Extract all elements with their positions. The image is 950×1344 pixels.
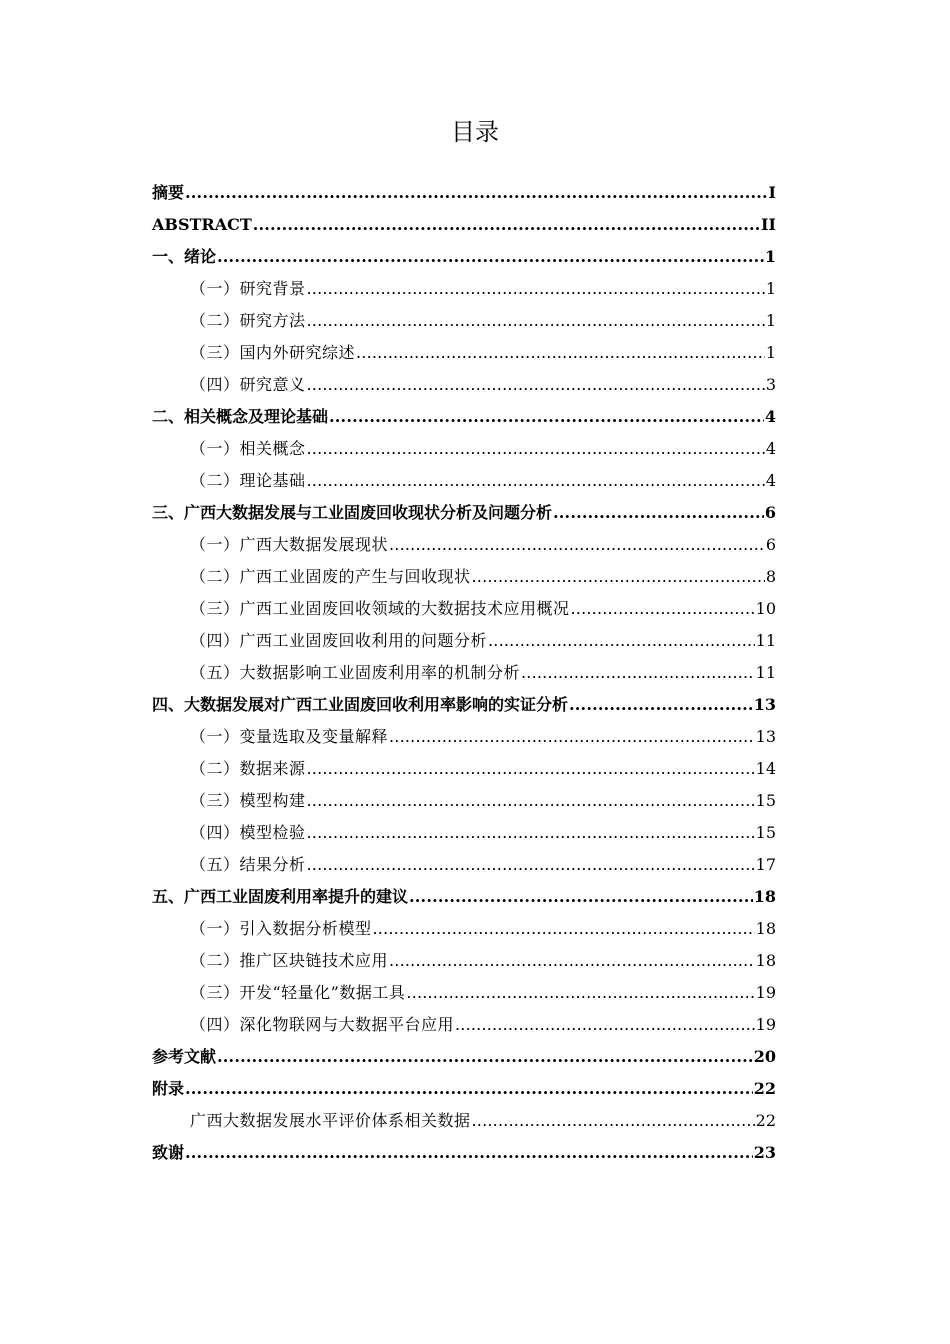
toc-entry[interactable] [152,785,776,817]
dot-leader [329,401,764,433]
dot-leader [217,241,764,273]
toc-entry-page: 1 [765,311,776,330]
toc-entry-label: （三）开发“轻量化”数据工具 [190,983,406,1002]
toc-entry-page: 6 [765,535,776,554]
dot-leader [373,913,755,945]
dot-leader [307,305,765,337]
toc-entry[interactable] [152,849,776,881]
toc-entry[interactable] [152,401,776,433]
toc-entry[interactable] [152,721,776,753]
dot-leader [307,785,755,817]
dot-leader [307,433,765,465]
dot-leader [356,337,765,369]
toc-entry[interactable] [152,337,776,369]
toc-entry[interactable] [152,625,776,657]
toc-entry[interactable] [152,561,776,593]
toc-entry-label: （四）模型检验 [190,823,306,842]
toc-entry-page: 11 [755,631,776,650]
dot-leader [521,657,755,689]
dot-leader [307,273,765,305]
toc-entry[interactable] [152,1009,776,1041]
toc-entry[interactable] [152,945,776,977]
toc-entry-page: 8 [765,567,776,586]
toc-entry-page: 18 [753,887,776,906]
toc-entry[interactable] [152,689,776,721]
toc-entry[interactable] [152,1105,776,1137]
toc-entry[interactable] [152,913,776,945]
toc-entry-page: 17 [755,855,776,874]
toc-entry-label: （一）引入数据分析模型 [190,919,372,938]
toc-entry-label: 致谢 [152,1143,185,1162]
toc-entry-label: （一）变量选取及变量解释 [190,727,389,746]
toc-entry[interactable] [152,433,776,465]
toc-entry-page: I [768,183,776,202]
toc-entry-label: 广西大数据发展水平评价体系相关数据 [190,1111,471,1130]
toc-entry[interactable] [152,753,776,785]
toc-entry-page: 15 [755,791,776,810]
toc-entry-page: 20 [753,1047,776,1066]
dot-leader [389,945,755,977]
toc-entry-label: （五）结果分析 [190,855,306,874]
toc-entry-label: （四）研究意义 [190,375,306,394]
toc-entry-label: （一）相关概念 [190,439,306,458]
dot-leader [185,1073,753,1105]
dot-leader [472,561,765,593]
toc-entry-page: 1 [765,279,776,298]
toc-entry-label: （五）大数据影响工业固废利用率的机制分析 [190,663,521,682]
toc-entry-page: 19 [755,983,776,1002]
dot-leader [553,497,764,529]
toc-entry[interactable] [152,369,776,401]
toc-entry-label: 附录 [152,1079,185,1098]
dot-leader [217,1041,753,1073]
dot-leader [488,625,755,657]
dot-leader [389,529,765,561]
toc-entry-label: （四）广西工业固废回收利用的问题分析 [190,631,488,650]
dot-leader [569,689,753,721]
dot-leader [307,465,765,497]
toc-entry-label: （二）广西工业固废的产生与回收现状 [190,567,471,586]
toc-entry-label: （一）研究背景 [190,279,306,298]
toc-entry-label: （一）广西大数据发展现状 [190,535,389,554]
toc-entry-page: 1 [764,247,776,266]
toc-entry-page: 4 [764,407,776,426]
toc-entry-label: 四、大数据发展对广西工业固废回收利用率影响的实证分析 [152,695,569,714]
toc-entry-label: （三）模型构建 [190,791,306,810]
toc-entry-label: （二）研究方法 [190,311,306,330]
toc-entry-label: 五、广西工业固废利用率提升的建议 [152,887,409,906]
toc-entry-page: II [761,215,776,234]
toc-entry-label: 一、绪论 [152,247,217,266]
dot-leader [307,817,755,849]
dot-leader [185,1137,753,1169]
dot-leader [472,1105,755,1137]
dot-leader [571,593,755,625]
toc-entry-label: ABSTRACT [152,215,252,234]
dot-leader [389,721,755,753]
dot-leader [185,177,768,209]
toc-entry-page: 4 [765,439,776,458]
toc-entry-page: 22 [755,1111,776,1130]
toc-entry-page: 22 [753,1079,776,1098]
toc-entry-page: 1 [765,343,776,362]
toc-entry[interactable] [152,1073,776,1105]
toc-entry-page: 15 [755,823,776,842]
toc-entry-page: 14 [755,759,776,778]
toc-entry-label: 三、广西大数据发展与工业固废回收现状分析及问题分析 [152,503,553,522]
toc-entry[interactable] [152,465,776,497]
dot-leader [409,881,753,913]
toc-entry[interactable] [152,529,776,561]
toc-list [152,177,776,1169]
dot-leader [307,369,765,401]
toc-entry-page: 6 [764,503,776,522]
toc-entry[interactable] [152,1137,776,1169]
toc-entry[interactable] [152,273,776,305]
toc-entry[interactable] [152,817,776,849]
toc-entry[interactable] [152,497,776,529]
toc-entry-label: （二）理论基础 [190,471,306,490]
toc-entry[interactable] [152,209,776,241]
toc-entry-page: 4 [765,471,776,490]
toc-title: 目录 [451,118,499,146]
toc-entry-page: 23 [753,1143,776,1162]
toc-entry-page: 13 [755,727,776,746]
toc-entry-label: 参考文献 [152,1047,217,1066]
toc-entry[interactable] [152,177,776,209]
toc-entry-page: 18 [755,919,776,938]
dot-leader [455,1009,755,1041]
dot-leader [406,977,754,1009]
dot-leader [307,753,755,785]
toc-entry-page: 11 [755,663,776,682]
toc-entry-label: 摘要 [152,183,185,202]
toc-entry-label: 二、相关概念及理论基础 [152,407,329,426]
toc-entry[interactable] [152,593,776,625]
toc-entry-page: 10 [755,599,776,618]
toc-entry[interactable] [152,241,776,273]
toc-entry-page: 19 [755,1015,776,1034]
toc-entry-page: 3 [765,375,776,394]
toc-entry[interactable] [152,977,776,1009]
toc-entry[interactable] [152,881,776,913]
dot-leader [307,849,755,881]
toc-entry[interactable] [152,1041,776,1073]
toc-entry-label: （三）广西工业固废回收领域的大数据技术应用概况 [190,599,570,618]
dot-leader [253,209,760,241]
toc-entry-page: 13 [753,695,776,714]
toc-entry-label: （四）深化物联网与大数据平台应用 [190,1015,455,1034]
toc-entry-page: 18 [755,951,776,970]
toc-entry-label: （三）国内外研究综述 [190,343,356,362]
toc-entry[interactable] [152,305,776,337]
toc-entry-label: （二）数据来源 [190,759,306,778]
toc-entry-label: （二）推广区块链技术应用 [190,951,389,970]
toc-entry[interactable] [152,657,776,689]
